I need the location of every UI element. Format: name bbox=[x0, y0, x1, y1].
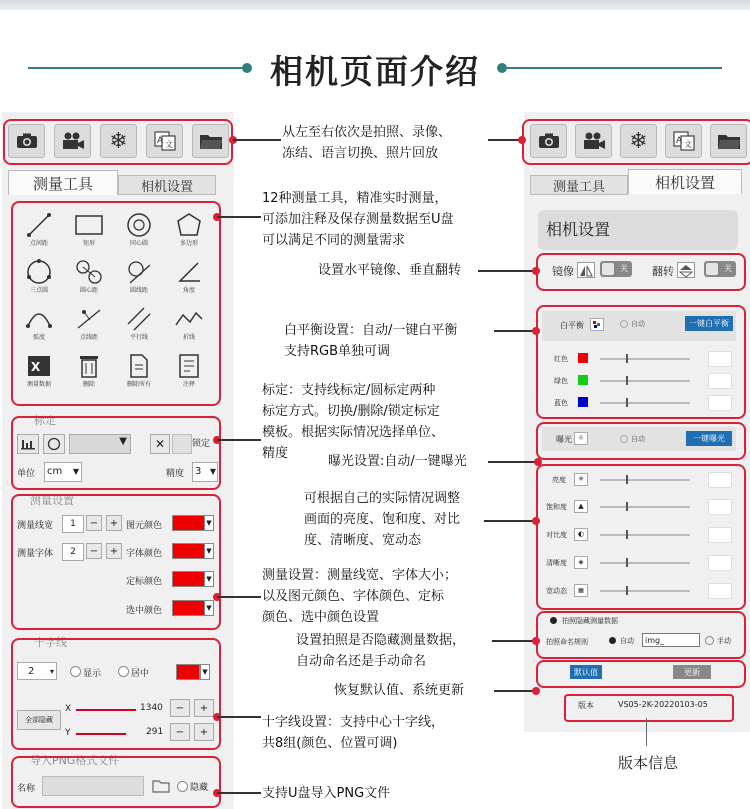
tool-delete-all[interactable]: 删除所有 bbox=[115, 353, 163, 388]
video-camera-icon[interactable] bbox=[575, 124, 612, 158]
font-size-plus[interactable]: + bbox=[106, 543, 122, 559]
naming-auto-radio[interactable] bbox=[609, 637, 616, 644]
png-folder-icon[interactable] bbox=[152, 778, 170, 797]
red-label: 红色 bbox=[554, 355, 568, 363]
wdr-value-box[interactable] bbox=[708, 583, 732, 599]
annotation-white-balance: 白平衡设置：自动/一键白平衡 支持RGB单独可调 bbox=[284, 323, 458, 359]
top-band bbox=[0, 0, 750, 10]
connector-line bbox=[478, 270, 534, 272]
wb-icon bbox=[590, 318, 604, 331]
wb-auto-radio[interactable] bbox=[620, 320, 628, 328]
connector-line bbox=[217, 716, 261, 718]
saturation-icon: ▲ bbox=[574, 500, 588, 513]
blue-slider[interactable] bbox=[600, 402, 690, 404]
png-name-input[interactable] bbox=[42, 776, 144, 796]
blue-label: 蓝色 bbox=[554, 399, 568, 407]
tool-polyline[interactable]: 折线 bbox=[165, 306, 213, 341]
connector-dot bbox=[532, 327, 540, 335]
green-slider[interactable] bbox=[600, 380, 690, 382]
mirror-toggle[interactable]: 关 bbox=[600, 261, 632, 277]
unit-select[interactable]: cm ▼ bbox=[44, 462, 82, 482]
connector-line bbox=[494, 690, 534, 692]
elem-color-swatch[interactable] bbox=[172, 515, 206, 531]
connector-dot bbox=[518, 136, 526, 144]
folder-icon[interactable] bbox=[710, 124, 747, 158]
folder-icon[interactable] bbox=[192, 124, 229, 158]
connector-line bbox=[494, 330, 534, 332]
naming-input[interactable]: img_ bbox=[642, 633, 700, 647]
version-caption: 版本信息 bbox=[618, 754, 679, 772]
svg-text:A: A bbox=[156, 136, 163, 146]
font-size-value[interactable]: 2 bbox=[62, 543, 84, 561]
mirror-icon bbox=[577, 262, 595, 278]
annotation-crosshair: 十字线设置：支持中心十字线， 共8组(颜色、位置可调) bbox=[262, 715, 445, 751]
flip-toggle[interactable]: 关 bbox=[704, 261, 736, 277]
connector-dot bbox=[532, 267, 540, 275]
calib-title: 标定 bbox=[34, 414, 56, 427]
contrast-value-box[interactable] bbox=[708, 527, 732, 543]
x-label: X bbox=[65, 704, 72, 714]
connector-line bbox=[488, 139, 522, 141]
brightness-thumb[interactable] bbox=[626, 475, 628, 484]
left-toolbar bbox=[8, 124, 229, 158]
sun-icon: ☼ bbox=[574, 432, 588, 445]
blue-swatch bbox=[578, 397, 588, 407]
wdr-label: 宽动态 bbox=[546, 587, 567, 595]
red-slider-thumb[interactable] bbox=[626, 354, 628, 363]
tab-measure-tools[interactable]: 测量工具 bbox=[530, 175, 628, 195]
annotation-image-params: 可根据自己的实际情况调整 画面的亮度、饱和度、对比 度、清晰度、宽动态 bbox=[304, 491, 461, 548]
tool-center-distance[interactable]: 圆心距 bbox=[65, 259, 113, 294]
tab-measure-tools[interactable]: 测量工具 bbox=[8, 170, 118, 195]
y-minus[interactable]: − bbox=[170, 723, 190, 741]
unit-label: 单位 bbox=[17, 469, 36, 479]
measure-settings-title: 测量设置 bbox=[30, 494, 74, 507]
hide-data-label: 拍照隐藏测量数据 bbox=[562, 617, 618, 625]
tool-point-distance[interactable]: 点间距 bbox=[15, 212, 63, 247]
calib-template-select[interactable]: ▼ bbox=[69, 434, 131, 454]
exposure-label: 曝光 bbox=[556, 435, 572, 444]
hide-data-radio[interactable] bbox=[550, 617, 557, 624]
naming-manual-radio[interactable] bbox=[705, 636, 714, 645]
tab-camera-settings[interactable]: 相机设置 bbox=[118, 175, 216, 195]
calib-color-swatch[interactable] bbox=[172, 571, 206, 587]
naming-manual-label: 手动 bbox=[717, 637, 731, 645]
saturation-thumb[interactable] bbox=[626, 502, 628, 511]
select-color-dropdown[interactable]: ▼ bbox=[204, 600, 214, 616]
title-line-right bbox=[507, 67, 722, 69]
annotation-mirror: 设置水平镜像、垂直翻转 bbox=[318, 263, 462, 278]
connector-dot bbox=[532, 517, 540, 525]
red-swatch bbox=[578, 353, 588, 363]
title-dot-right bbox=[497, 63, 507, 73]
contrast-icon: ◐ bbox=[574, 528, 588, 541]
close-icon[interactable]: ✕ bbox=[150, 434, 170, 454]
default-button[interactable]: 默认值 bbox=[570, 665, 602, 679]
connector-dot bbox=[534, 458, 542, 466]
font-color-swatch[interactable] bbox=[172, 543, 206, 559]
sharpness-thumb[interactable] bbox=[626, 558, 628, 567]
precision-select[interactable]: 3 ▼ bbox=[192, 462, 218, 482]
camera-icon[interactable] bbox=[530, 124, 567, 158]
naming-auto-label: 自动 bbox=[620, 637, 634, 645]
font-size-minus[interactable]: − bbox=[86, 543, 102, 559]
crosshair-color-swatch[interactable] bbox=[176, 664, 200, 680]
tool-polygon[interactable]: 多边形 bbox=[165, 212, 213, 247]
connector-line bbox=[484, 520, 534, 522]
saturation-label: 饱和度 bbox=[546, 503, 567, 511]
blue-value-box[interactable] bbox=[708, 395, 732, 411]
version-value: VS05-2K-20220103-05 bbox=[618, 700, 708, 709]
y-slider[interactable] bbox=[76, 733, 126, 735]
x-value: 1340 bbox=[140, 703, 163, 713]
flip-label: 翻转 bbox=[652, 265, 674, 278]
tool-parallel-lines[interactable]: 平行线 bbox=[115, 306, 163, 341]
brightness-slider[interactable] bbox=[600, 479, 690, 481]
svg-text:文: 文 bbox=[164, 140, 173, 149]
line-width-minus[interactable]: − bbox=[86, 515, 102, 531]
circle-calib-icon[interactable] bbox=[43, 434, 65, 454]
sharpness-label: 清晰度 bbox=[546, 559, 567, 567]
flip-icon bbox=[677, 262, 695, 278]
png-hide-label: 隐藏 bbox=[190, 783, 209, 793]
sharpness-icon: ◈ bbox=[574, 556, 588, 569]
tool-concentric-circle[interactable]: 同心圆 bbox=[115, 212, 163, 247]
translate-icon[interactable] bbox=[665, 124, 702, 158]
default-update-box bbox=[536, 660, 746, 688]
tool-arc[interactable]: 弧度 bbox=[15, 306, 63, 341]
saturation-value-box[interactable] bbox=[708, 499, 732, 515]
brightness-value-box[interactable] bbox=[708, 472, 732, 488]
svg-text:X: X bbox=[31, 360, 41, 374]
annotation-png-import: 支持U盘导入PNG文件 bbox=[262, 786, 391, 801]
y-value: 291 bbox=[146, 727, 164, 737]
elem-color-label: 图元颜色 bbox=[126, 521, 163, 531]
elem-color-dropdown[interactable]: ▼ bbox=[204, 515, 214, 531]
annotation-measure-settings: 测量设置：测量线宽、字体大小； 以及图元颜色、字体颜色、定标 颜色、选中颜色设置 bbox=[262, 568, 458, 625]
tab-camera-settings[interactable]: 相机设置 bbox=[628, 169, 742, 194]
wb-auto-label: 自动 bbox=[631, 320, 645, 328]
tool-rectangle[interactable]: 矩形 bbox=[65, 212, 113, 247]
brightness-label: 亮度 bbox=[552, 476, 566, 484]
translate-icon[interactable] bbox=[146, 124, 183, 158]
connector-line bbox=[217, 792, 261, 794]
tool-angle[interactable]: 角度 bbox=[165, 259, 213, 294]
annotation-exposure: 曝光设置:自动/一键曝光 bbox=[328, 454, 467, 469]
select-color-label: 选中颜色 bbox=[126, 606, 163, 616]
green-value-box[interactable] bbox=[708, 373, 732, 389]
center-label: 居中 bbox=[131, 669, 150, 679]
exposure-auto-radio[interactable] bbox=[620, 435, 628, 443]
y-plus[interactable]: + bbox=[194, 723, 214, 741]
version-connector bbox=[646, 718, 647, 746]
camera-settings-heading: 相机设置 bbox=[538, 210, 738, 250]
contrast-slider[interactable] bbox=[600, 534, 690, 536]
tool-three-point-circle[interactable]: 三点圆 bbox=[15, 259, 63, 294]
hide-all-button[interactable]: 全部隐藏 bbox=[17, 710, 61, 730]
naming-rule-label: 拍照命名规则 bbox=[546, 638, 588, 646]
update-button[interactable]: 更新 bbox=[673, 665, 711, 679]
snowflake-icon[interactable]: ❄ bbox=[100, 124, 137, 158]
tool-annotation[interactable]: 注释 bbox=[165, 353, 213, 388]
brightness-icon: ✳ bbox=[574, 473, 588, 486]
connector-line bbox=[233, 139, 281, 141]
version-label: 版本 bbox=[578, 701, 594, 710]
svg-text:文: 文 bbox=[683, 140, 692, 149]
crosshair-color-dropdown[interactable]: ▼ bbox=[200, 664, 210, 680]
calib-color-label: 定标颜色 bbox=[126, 577, 163, 587]
green-swatch bbox=[578, 375, 588, 385]
tool-point-line-distance[interactable]: 点线距 bbox=[65, 306, 113, 341]
x-plus[interactable]: + bbox=[194, 699, 214, 717]
x-slider[interactable] bbox=[76, 709, 136, 711]
wb-label: 白平衡 bbox=[560, 321, 584, 330]
tool-measure-data[interactable]: X 测量数据 bbox=[15, 353, 63, 388]
page-title: 相机页面介绍 bbox=[270, 52, 480, 91]
blue-slider-thumb[interactable] bbox=[626, 398, 628, 407]
connector-line bbox=[492, 640, 534, 642]
contrast-label: 对比度 bbox=[546, 531, 567, 539]
center-radio[interactable] bbox=[118, 666, 129, 677]
annotation-calibration: 标定：支持线标定/圆标定两种 标定方式。切换/删除/锁定标定 模板。根据实际情况选择单位、 精度 bbox=[262, 383, 445, 461]
wdr-thumb[interactable] bbox=[626, 586, 628, 595]
saturation-slider[interactable] bbox=[600, 506, 690, 508]
wdr-slider[interactable] bbox=[600, 590, 690, 592]
show-label: 显示 bbox=[83, 669, 102, 679]
annotation-toolbar: 从左至右依次是拍照、录像、 冻结、语言切换、照片回放 bbox=[282, 125, 452, 161]
font-color-dropdown[interactable]: ▼ bbox=[204, 543, 214, 559]
connector-line bbox=[217, 596, 261, 598]
tool-grid bbox=[15, 212, 215, 388]
png-import-title: 导入PNG格式文件 bbox=[30, 754, 120, 767]
font-size-label: 测量字体 bbox=[17, 549, 54, 559]
lock-checkbox[interactable] bbox=[172, 434, 192, 454]
png-hide-radio[interactable] bbox=[177, 781, 188, 792]
lock-label: 锁定 bbox=[192, 439, 211, 449]
crosshair-title: 十字线 bbox=[34, 636, 67, 649]
sharpness-value-box[interactable] bbox=[708, 555, 732, 571]
video-camera-icon[interactable] bbox=[54, 124, 91, 158]
tool-delete[interactable]: 删除 bbox=[65, 353, 113, 388]
y-label: Y bbox=[65, 728, 71, 738]
red-value-box[interactable] bbox=[708, 351, 732, 367]
one-key-wb-button[interactable]: 一键白平衡 bbox=[685, 316, 733, 331]
exposure-auto-label: 自动 bbox=[631, 435, 645, 443]
wdr-icon: ▦ bbox=[574, 584, 588, 597]
show-radio[interactable] bbox=[70, 666, 81, 677]
line-width-plus[interactable]: + bbox=[106, 515, 122, 531]
annotation-default-update: 恢复默认值、系统更新 bbox=[334, 683, 465, 698]
right-toolbar bbox=[530, 124, 747, 158]
red-slider[interactable] bbox=[600, 358, 690, 360]
calib-color-dropdown[interactable]: ▼ bbox=[204, 571, 214, 587]
connector-line bbox=[217, 216, 261, 218]
one-key-exposure-button[interactable]: 一键曝光 bbox=[686, 431, 732, 446]
green-slider-thumb[interactable] bbox=[626, 376, 628, 385]
contrast-thumb[interactable] bbox=[626, 530, 628, 539]
font-color-label: 字体颜色 bbox=[126, 549, 163, 559]
sharpness-slider[interactable] bbox=[600, 562, 690, 564]
annotation-tools: 12种测量工具，精准实时测量， 可添加注释及保存测量数据至U盘 可以满足不同的测量需求 bbox=[262, 191, 454, 248]
crosshair-group-select[interactable]: 2 ▾ bbox=[17, 662, 57, 680]
connector-dot bbox=[532, 637, 540, 645]
connector-line bbox=[488, 461, 536, 463]
connector-line bbox=[217, 439, 261, 441]
line-width-label: 测量线宽 bbox=[17, 521, 54, 531]
connector-dot bbox=[532, 687, 540, 695]
line-width-value[interactable]: 1 bbox=[62, 515, 84, 533]
tool-circle-line-distance[interactable]: 圆线距 bbox=[115, 259, 163, 294]
mirror-label: 镜像 bbox=[552, 265, 574, 278]
camera-icon[interactable] bbox=[8, 124, 45, 158]
x-minus[interactable]: − bbox=[170, 699, 190, 717]
annotation-photo-naming: 设置拍照是否隐藏测量数据， 自动命名还是手动命名 bbox=[296, 633, 466, 669]
svg-text:A: A bbox=[675, 136, 682, 146]
green-label: 绿色 bbox=[554, 377, 568, 385]
png-name-label: 名称 bbox=[17, 784, 36, 794]
precision-label: 精度 bbox=[166, 469, 185, 479]
select-color-swatch[interactable] bbox=[172, 600, 206, 616]
line-calib-icon[interactable] bbox=[17, 434, 39, 454]
snowflake-icon[interactable]: ❄ bbox=[620, 124, 657, 158]
